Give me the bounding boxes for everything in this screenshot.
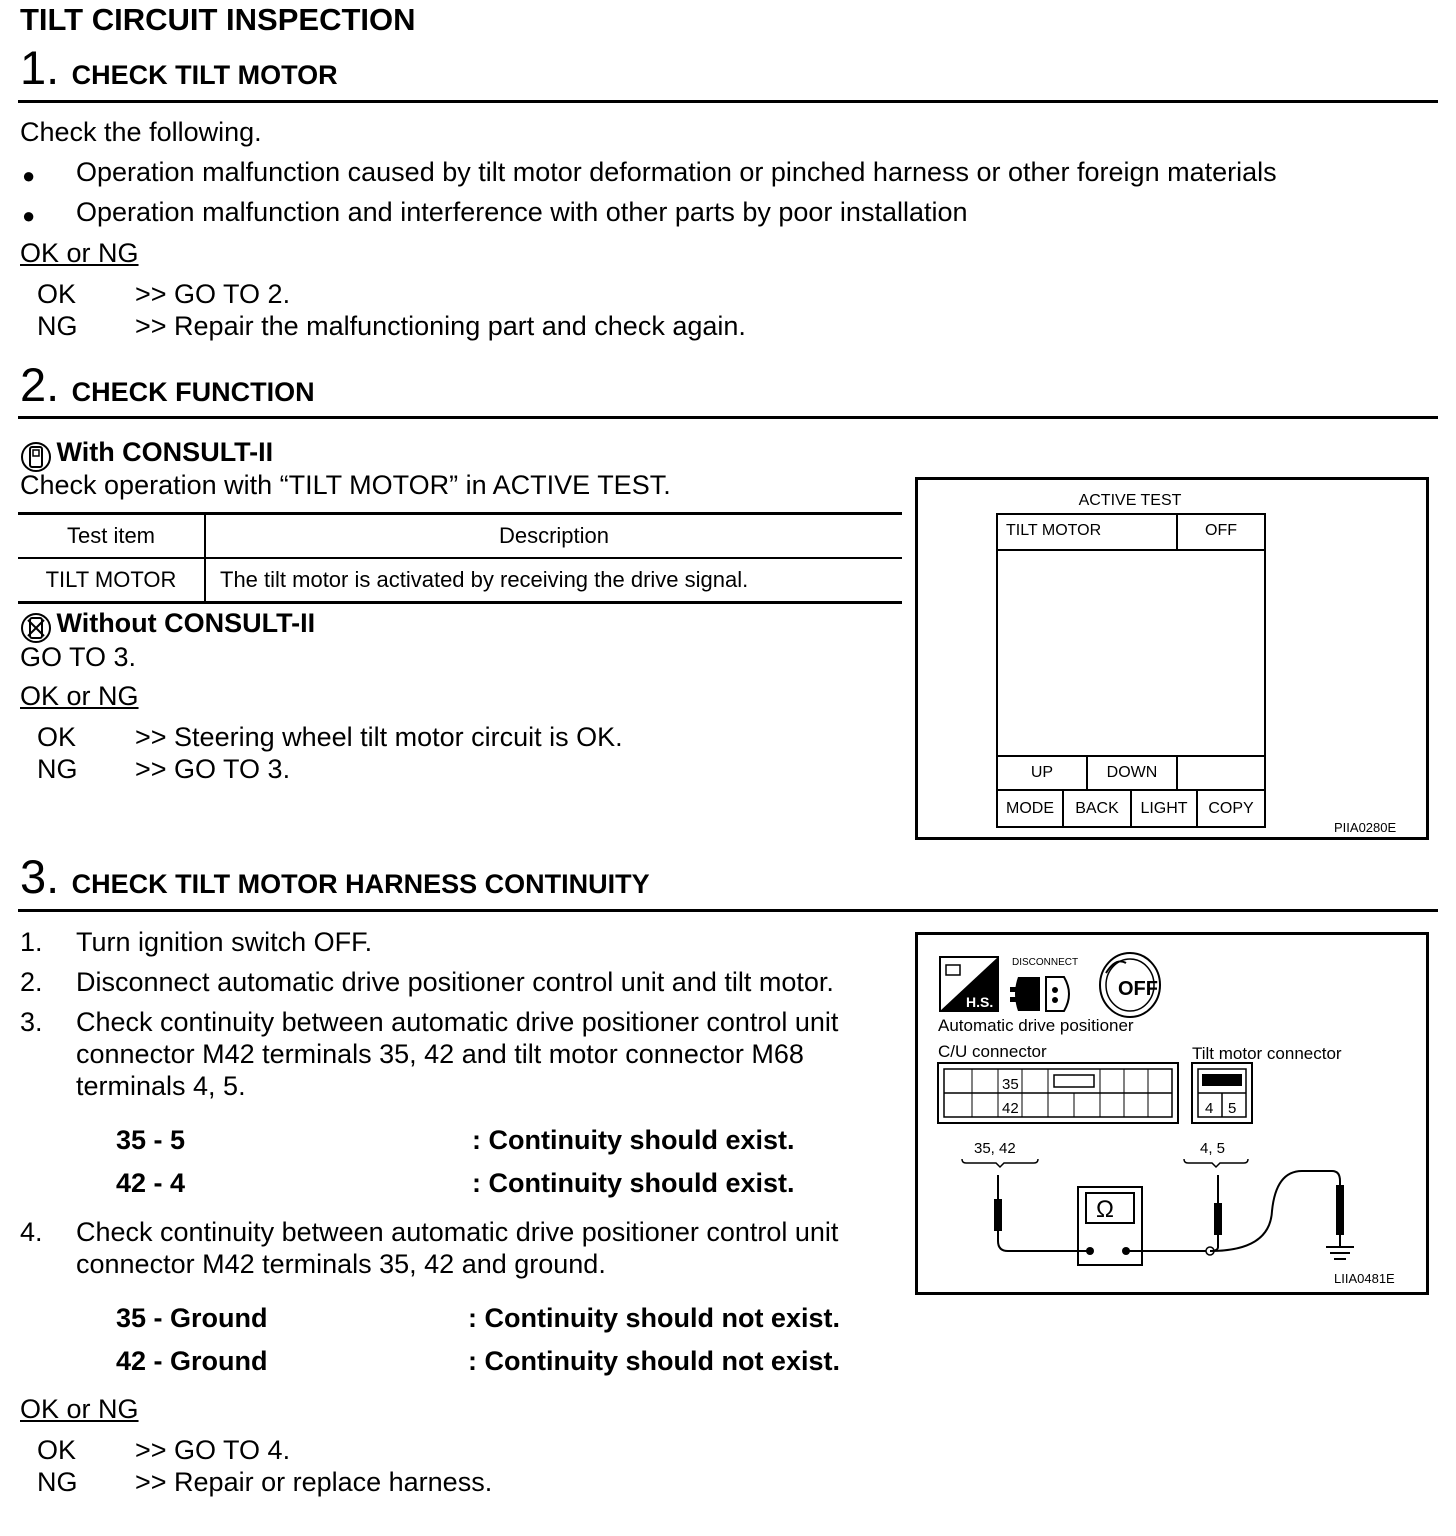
spec-pair: 35 - Ground [116,1303,268,1333]
harness-diagram [918,935,1426,1292]
ignition-off-icon [1100,953,1160,1017]
without-consult-label: Without CONSULT-II [56,608,316,638]
cu-connector [938,1063,1178,1123]
down-button[interactable]: DOWN [1088,757,1178,789]
ground-lead [1210,1171,1340,1251]
step-1-intro: Check the following. [20,117,262,147]
pin-label: 35 [1002,1076,1019,1093]
pin-label: 4 [1205,1100,1214,1117]
screen-title: ACTIVE TEST [1078,492,1182,509]
back-button[interactable]: BACK [1064,791,1132,826]
cu-title-line2: C/U connector [938,1042,1047,1061]
bullet-text: Operation malfunction and interference with other parts by poor installation [76,197,968,227]
ground-probe [1336,1185,1344,1247]
spec-pair: 42 - Ground [116,1346,268,1376]
light-button[interactable]: LIGHT [1132,791,1198,826]
consult-icon [20,441,52,473]
step-1-heading [20,41,338,94]
tilt-motor-connector [1192,1063,1252,1123]
mode-button[interactable]: MODE [998,791,1064,826]
probe-right [1214,1175,1222,1247]
without-consult-heading [20,608,315,644]
ng-action: >> Repair or replace harness. [135,1467,493,1497]
bullet-icon: ● [22,163,36,188]
ok-action: >> Steering wheel tilt motor circuit is OK. [135,722,623,752]
divider [18,909,1438,912]
probe-bracket [1184,1159,1248,1167]
ok-or-ng-label: OK or NG [20,1394,139,1424]
ohmmeter [1078,1187,1142,1265]
ng-key: NG [37,1467,78,1497]
step-3-heading [20,850,650,903]
ng-key: NG [37,754,78,784]
list-item: connector M42 terminals 35, 42 and tilt motor connector M68 [76,1039,804,1069]
ground-icon [1326,1247,1354,1259]
ok-key: OK [37,1435,77,1465]
pin-label: 5 [1228,1100,1237,1117]
bullet-icon: ● [22,203,36,228]
ohm-symbol: Ω [1096,1196,1114,1223]
spec-pair: 42 - 4 [116,1168,186,1198]
step-number: 1. [20,41,60,94]
spec-result: : Continuity should exist. [472,1168,795,1198]
item-status: OFF [1205,522,1237,539]
table-header-cell: Test item [18,514,205,559]
spec-pair: 35 - 5 [116,1125,186,1155]
ok-action: >> GO TO 4. [135,1435,291,1465]
step-title: CHECK TILT MOTOR [71,60,338,90]
with-consult-text: Check operation with “TILT MOTOR” in ACTIVE TEST. [20,470,671,500]
ok-action: >> GO TO 2. [135,279,291,309]
figure-id: PIIA0280E [1334,820,1397,835]
item-row [998,515,1264,551]
step-title: CHECK TILT MOTOR HARNESS CONTINUITY [71,869,650,899]
step-title: CHECK FUNCTION [71,377,315,407]
list-number: 1. [20,927,43,957]
step-2-heading [20,358,315,411]
disconnect-icon [1010,957,1078,1011]
list-item: Check continuity between automatic drive positioner control unit [76,1007,839,1037]
list-item: connector M42 terminals 35, 42 and ground. [76,1249,606,1279]
active-test-figure [915,477,1429,840]
ng-action: >> Repair the malfunctioning part and check again. [135,311,746,341]
up-button[interactable]: UP [998,757,1088,789]
step-number: 3. [20,850,60,903]
test-item-table [18,512,902,604]
hs-icon [940,957,998,1011]
list-item: terminals 4, 5. [76,1071,246,1101]
ok-key: OK [37,722,77,752]
list-number: 4. [20,1217,43,1247]
list-item: Turn ignition switch OFF. [76,927,373,957]
disconnect-label: DISCONNECT [1012,957,1079,968]
hs-label: H.S. [966,994,994,1010]
ok-key: OK [37,279,77,309]
ng-action: >> GO TO 3. [135,754,291,784]
step-number: 2. [20,358,60,411]
ok-or-ng-label: OK or NG [20,238,139,268]
item-name: TILT MOTOR [1006,522,1102,539]
test-lead [998,1241,1090,1251]
spec-result: : Continuity should not exist. [468,1346,840,1376]
probe-right-label: 4, 5 [1200,1140,1226,1157]
table-header-row [18,514,902,559]
figure-id: LIIA0481E [1334,1271,1395,1286]
tilt-connector-title: Tilt motor connector [1192,1044,1342,1063]
divider [18,100,1438,103]
ok-or-ng-label: OK or NG [20,681,139,711]
bullet-text: Operation malfunction caused by tilt motor deformation or pinched harness or other foreign materials [76,157,1277,187]
spec-result: : Continuity should not exist. [468,1303,840,1333]
table-header-cell: Description [498,523,610,548]
list-item: Check continuity between automatic drive positioner control unit [76,1217,839,1247]
probe-left [994,1175,1002,1241]
cu-title-line1: Automatic drive positioner [938,1016,1134,1035]
probe-left-label: 35, 42 [974,1140,1016,1157]
no-consult-icon [20,612,52,644]
without-consult-text: GO TO 3. [20,642,137,672]
table-row [18,558,902,603]
copy-button[interactable]: COPY [1208,800,1254,817]
list-number: 3. [20,1007,43,1037]
with-consult-label: With CONSULT-II [56,437,274,467]
probe-bracket [962,1159,1038,1167]
page-title: TILT CIRCUIT INSPECTION [20,2,416,37]
off-label: OFF [1118,978,1158,1000]
with-consult-heading [20,437,273,473]
list-number: 2. [20,967,43,997]
spec-result: : Continuity should exist. [472,1125,795,1155]
ng-key: NG [37,311,78,341]
divider [18,416,1438,419]
harness-continuity-figure [915,932,1429,1295]
pin-label: 42 [1002,1100,1019,1117]
consult-screen [996,513,1266,828]
table-cell: The tilt motor is activated by receiving the drive signal. [220,567,749,592]
list-item: Disconnect automatic drive positioner control unit and tilt motor. [76,967,834,997]
table-cell: TILT MOTOR [18,558,205,603]
